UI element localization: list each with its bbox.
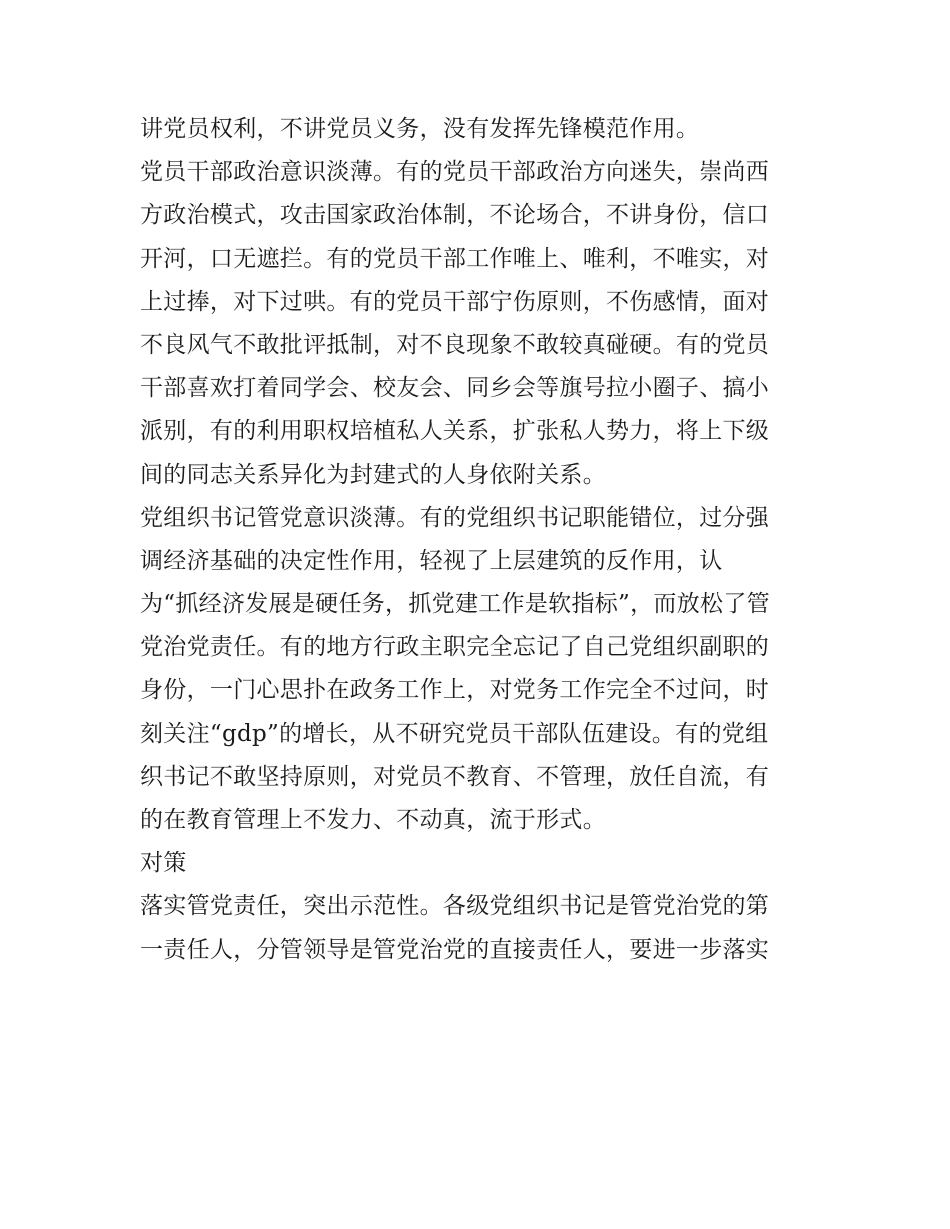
text-line: 织书记不敢坚持原则，对党员不教育、不管理，放任自流，有 <box>140 763 770 790</box>
text-line: 刻关注“gdp”的增长，从不研究党员干部队伍建设。有的党组 <box>140 720 769 747</box>
text-line: 上过捧，对下过哄。有的党员干部宁伤原则，不伤感情，面对 <box>140 288 770 315</box>
text-line: 党治党责任。有的地方行政主职完全忘记了自己党组织副职的 <box>140 634 770 661</box>
text-line: 为“抓经济发展是硬任务，抓党建工作是软指标”，而放松了管 <box>140 591 770 618</box>
text-line: 讲党员权利，不讲党员义务，没有发挥先锋模范作用。 <box>140 116 700 142</box>
text-line: 方政治模式，攻击国家政治体制，不论场合，不讲身份，信口 <box>140 202 770 229</box>
text-line: 派别，有的利用职权培植私人关系，扩张私人势力，将上下级 <box>140 418 770 445</box>
text-line: 干部喜欢打着同学会、校友会、同乡会等旗号拉小圈子、搞小 <box>140 375 770 402</box>
text-line: 不良风气不敢批评抵制，对不良现象不敢较真碰硬。有的党员 <box>140 331 770 358</box>
section-heading: 对策 <box>140 850 187 877</box>
text-line: 开河，口无遮拦。有的党员干部工作唯上、唯利，不唯实，对 <box>140 245 770 272</box>
text-line: 调经济基础的决定性作用，轻视了上层建筑的反作用，认 <box>140 547 723 574</box>
text-line: 间的同志关系异化为封建式的人身依附关系。 <box>140 461 606 488</box>
text-line: 落实管党责任，突出示范性。各级党组织书记是管党治党的第 <box>140 893 770 920</box>
text-line: 身份，一门心思扑在政务工作上，对党务工作完全不过问，时 <box>140 677 770 704</box>
text-line: 党组织书记管党意识淡薄。有的党组织书记职能错位，过分强 <box>140 504 770 531</box>
text-line: 党员干部政治意识淡薄。有的党员干部政治方向迷失，崇尚西 <box>140 159 770 186</box>
document-body <box>140 108 820 972</box>
text-line: 一责任人，分管领导是管党治党的直接责任人，要进一步落实 <box>140 936 770 963</box>
text-line: 的在教育管理上不发力、不动真，流于形式。 <box>140 807 606 833</box>
